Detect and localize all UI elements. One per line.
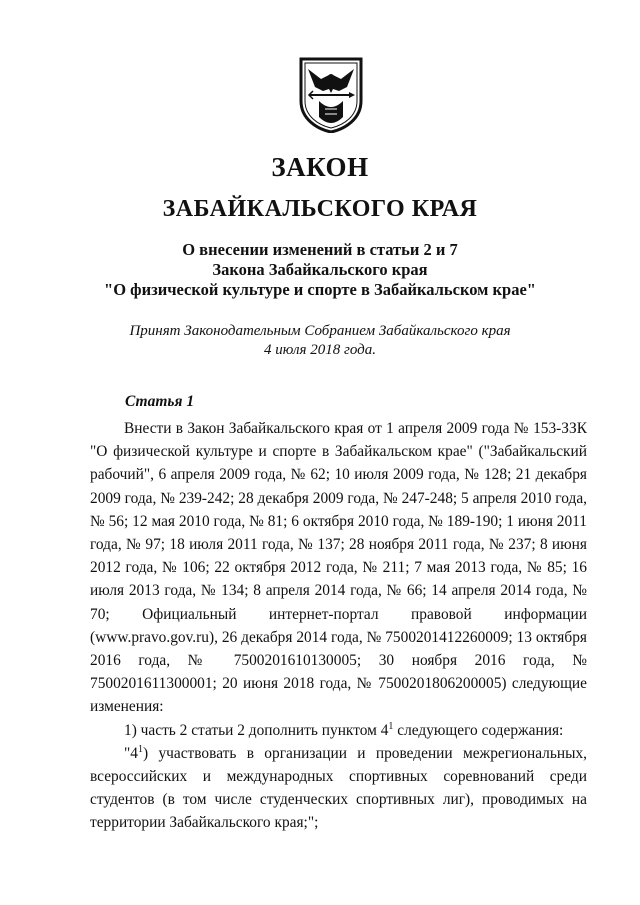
amendment-quote — [90, 742, 587, 835]
region-title: ЗАБАЙКАЛЬСКОГО КРАЯ — [162, 196, 478, 222]
item1-superscript: 1 — [388, 720, 394, 732]
subtitle-line-3: "О физической культуре и спорте в Забайкальском крае" — [104, 280, 536, 299]
subtitle-line-2: Закона Забайкальского края — [212, 260, 428, 279]
article-intro-paragraph: Внести в Закон Забайкальского края от 1 апреля 2009 года № 153-ЗЗК "О физической культуре и спорте в Забайкальском крае" ("Забайкальский рабочий", 6 апреля 2009 года, № 62; 10 июля 2009 года, № 128; 21 декабря 2009 года, № 239-242; 28 декабря 2009 года, № 247-248; 5 апреля 2010 года, № 56; 12 мая 2010 года, № 81; 6 октября 2010 года, № 189-190; 1 июня 2011 года, № 97; 18 июля 2011 года, № 137; 28 ноября 2011 года, № 237; 8 июня 2012 года, № 106; 22 октября 2012 года, № 211; 7 мая 2013 года, № 85; 16 июля 2013 года, № 134; 8 апреля 2014 года, № 66; 14 апреля 2014 года, № 70; Официальный интернет-портал правовой информации (www.pravo.gov.ru), 26 декабря 2014 года, № 7500201412260009; 13 октября 2016 года, № 7500201610130005; 30 ноября 2016 года, № 7500201611300001; 20 июня 2018 года, № 7500201806200005) следующие изменения: — [90, 420, 587, 716]
quote-superscript: 1 — [137, 743, 143, 755]
article-heading: Статья 1 — [125, 393, 195, 410]
subtitle-line-1: О внесении изменений в статьи 2 и 7 — [182, 240, 458, 259]
law-title: ЗАКОН — [271, 152, 369, 182]
item1-text-end: следующего содержания: — [393, 721, 564, 739]
item1-text: 1) часть 2 статьи 2 дополнить пунктом 4 — [124, 721, 389, 739]
coat-of-arms-icon — [299, 57, 363, 133]
article-body — [90, 417, 587, 835]
amendment-item-1 — [90, 719, 587, 742]
quote-text: ) участвовать в организации и проведении межрегиональных, всероссийских и международных спортивных соревнований среди студентов (в том числе студенческих спортивных лиг), проводимых на территории Забайкальского края;"; — [90, 744, 587, 832]
quote-open: "4 — [124, 744, 138, 762]
adoption-date: 4 июля 2018 года. — [264, 342, 376, 358]
adoption-line-1: Принят Законодательным Собранием Забайкальского края — [129, 323, 511, 339]
